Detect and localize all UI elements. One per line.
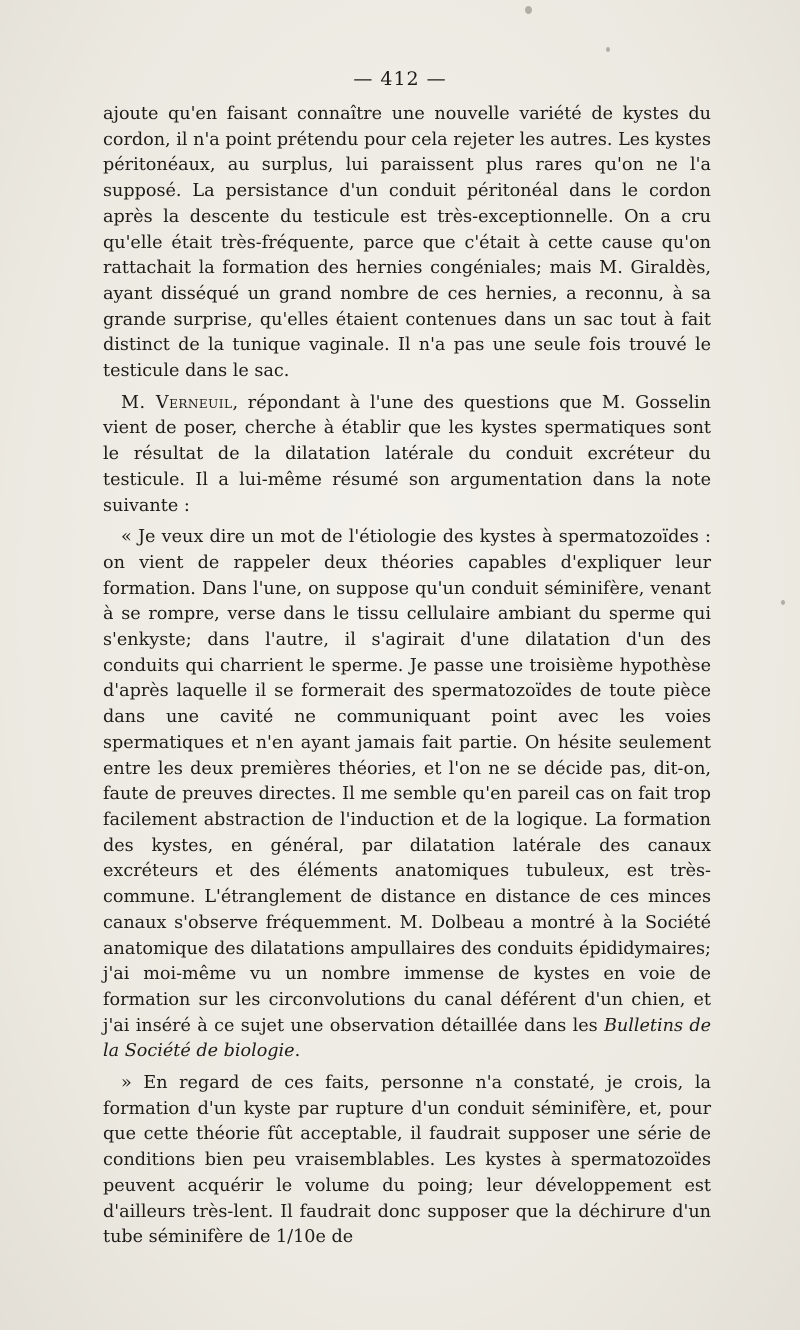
paragraph-note-etiology bbox=[103, 525, 711, 1065]
paper-speck bbox=[462, 1180, 465, 1183]
paragraph-note-etiology-text: « Je veux dire un mot de l'étiologie des kystes à spermatozoïdes : on vient de rappeler deux théories capables d'expliquer leur formation. Dans l'une, on suppose qu'un conduit séminifère, venant à se rompre, verse dans le tissu cellulaire ambiant du sperme qui s'enkyste; dans l'autre, il s'agirait d'une dilatation d'un des conduits qui charrient le sperme. Je passe une troisième hypothèse d'après laquelle il se formerait des spermatozoïdes de toute pièce dans une cavité ne communiquant point avec les voies spermatiques et n'en ayant jamais fait partie. On hésite seulement entre les deux premières théories, et l'on ne se décide pas, dit-on, faute de preuves directes. Il me semble qu'en pareil cas on fait trop facilement abstraction de l'induction et de la logique. La formation des kystes, en général, par dilatation latérale des canaux excréteurs et des éléments anatomiques tubuleux, est très-commune. L'étranglement de distance en distance de ces minces canaux s'observe fréquemment. M. Dolbeau a montré à la Société anatomique des dilatations ampullaires des conduits épididymaires; j'ai moi-même vu un nombre immense de kystes en voie de formation sur les circonvolutions du canal déférent d'un chien, et j'ai inséré à ce sujet une observation détaillée dans les bbox=[103, 527, 711, 1036]
paper-speck bbox=[781, 600, 785, 605]
paragraph-verneuil-intro-text: , répondant à l'une des questions que M. Gosselin vient de poser, cherche à établir que les kystes spermatiques sont le résultat de la dilatation latérale du conduit excréteur du testicule. Il a lui-même résumé son argumentation dans la note suivante : bbox=[103, 392, 711, 516]
paragraph-note-rupture: » En regard de ces faits, personne n'a constaté, je crois, la formation d'un kyste par rupture d'un conduit séminifère, et, pour que cette théorie fût acceptable, il faudrait supposer une série de conditions bien peu vraisemblables. Les kystes à spermatozoïdes peuvent acquérir le volume du poing; leur développement est d'ailleurs très-lent. Il faudrait donc supposer que la déchirure d'un tube séminifère de 1/10e de bbox=[103, 1073, 711, 1248]
journal-title: Bulletins de la Société de biologie bbox=[103, 1015, 711, 1062]
paragraph-note-etiology-end: . bbox=[294, 1041, 301, 1062]
paper-speck bbox=[606, 47, 610, 52]
speaker-name: M. Verneuil bbox=[121, 392, 233, 413]
page-number: — 412 — bbox=[353, 68, 447, 90]
body-text bbox=[103, 102, 711, 1251]
paragraph-verneuil-intro bbox=[103, 391, 711, 520]
paragraph-giraldes: ajoute qu'en faisant connaître une nouvelle variété de kystes du cordon, il n'a point prétendu pour cela rejeter les autres. Les kystes péritonéaux, au surplus, lui paraissent plus rares qu'on ne l'a supposé. La persistance d'un conduit péritonéal dans le cordon après la descente du testicule est très-exceptionnelle. On a cru qu'elle était très-fréquente, parce que c'était à cette cause qu'on rattachait la formation des hernies congéniales; mais M. Giraldès, ayant disséqué un grand nombre de ces hernies, a reconnu, à sa grande surprise, qu'elles étaient contenues dans un sac tout à fait distinct de la tunique vaginale. Il n'a pas une seule fois trouvé le testicule dans le sac. bbox=[103, 104, 711, 382]
paper-speck bbox=[525, 6, 532, 14]
